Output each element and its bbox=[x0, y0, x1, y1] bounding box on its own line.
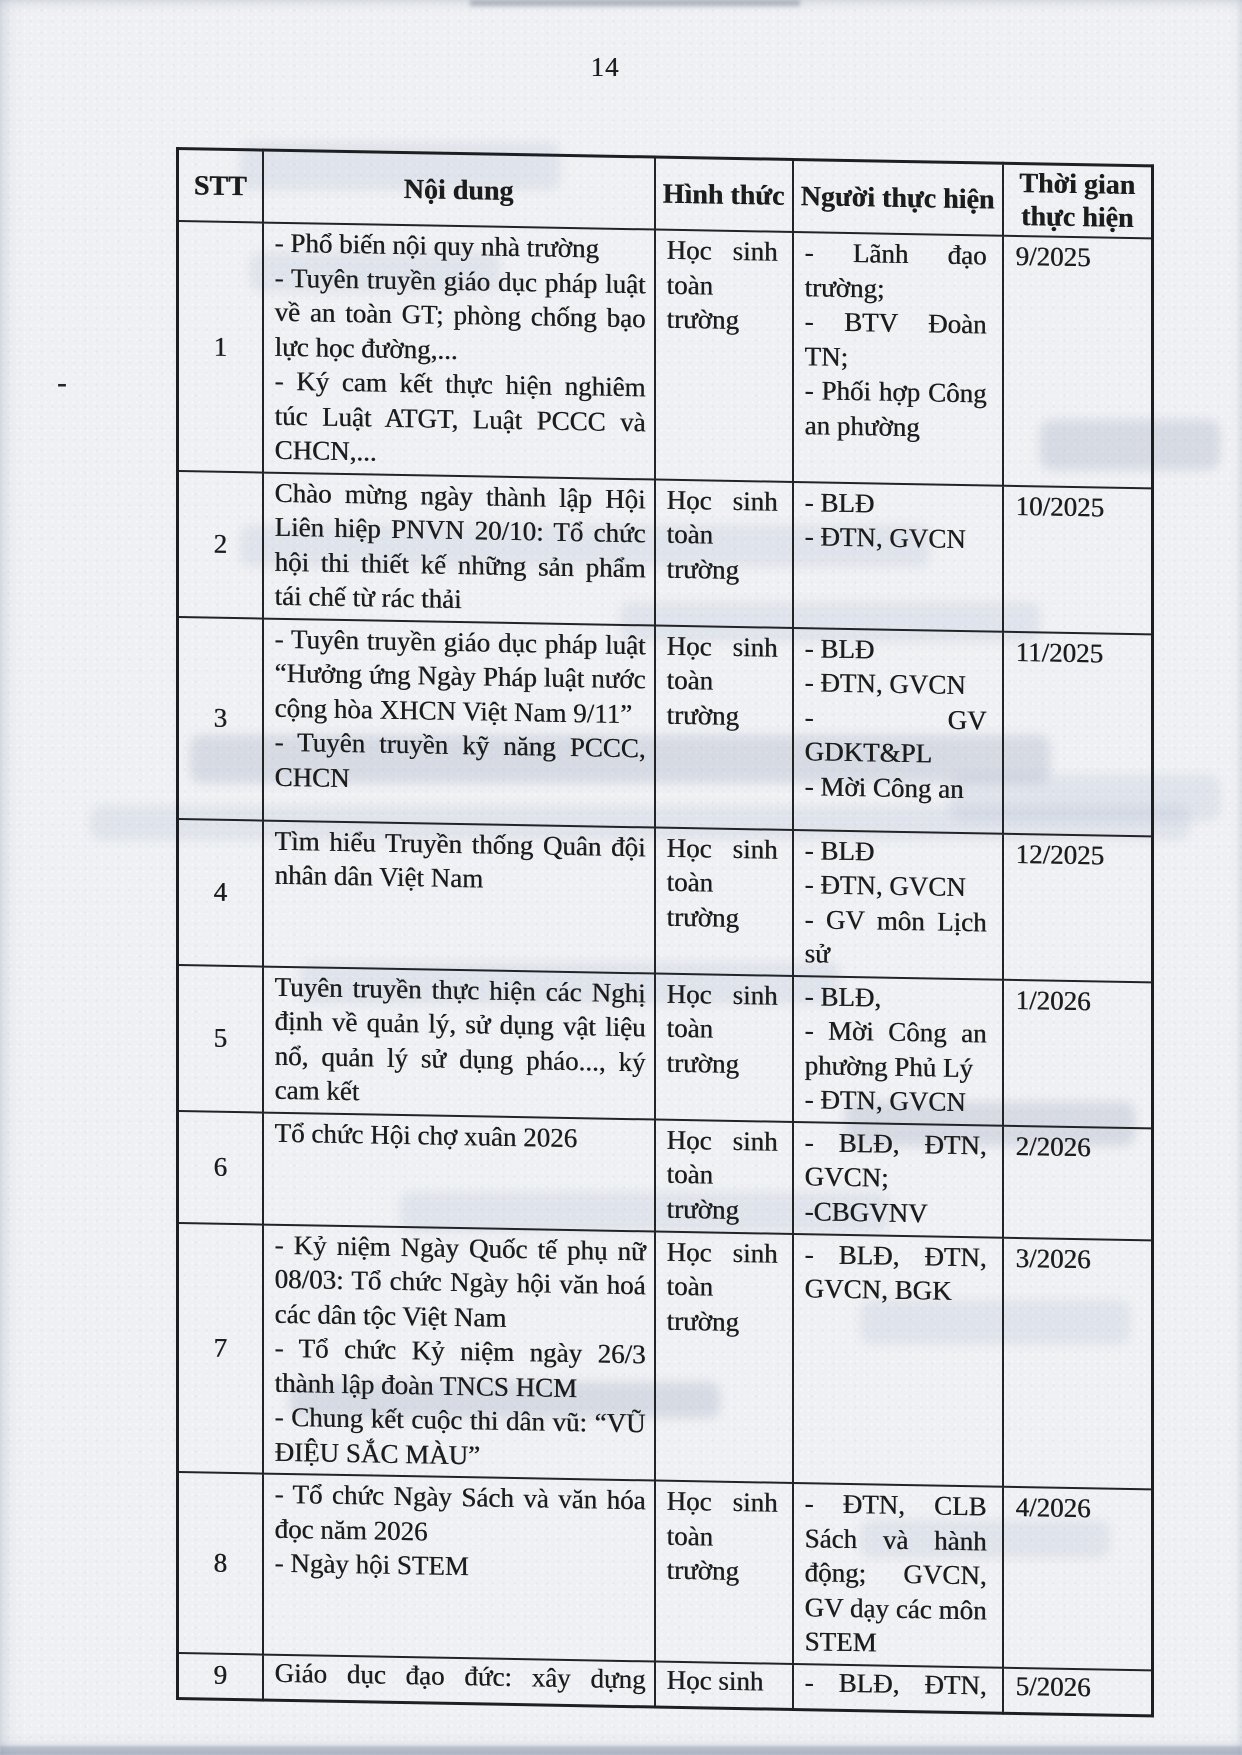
cell-noi-dung bbox=[263, 1474, 655, 1661]
content-line: - ĐTN, GVCN bbox=[804, 521, 966, 555]
cell-nguoi-thuc-hien bbox=[793, 232, 1003, 485]
content-line: - Phối hợp Công an phường bbox=[804, 375, 987, 442]
table-body bbox=[178, 221, 1153, 1716]
cell-hinh-thuc: Học sinh toàn trường bbox=[655, 1231, 793, 1483]
cell-noi-dung bbox=[263, 820, 655, 973]
cell-thoi-gian: 9/2025 bbox=[1003, 236, 1153, 488]
cell-thoi-gian: 4/2026 bbox=[1003, 1487, 1153, 1670]
cell-nguoi-thuc-hien bbox=[793, 1663, 1003, 1713]
content-line: - BLĐ, ĐTN, GVCN; bbox=[804, 1126, 987, 1193]
activity-plan-table bbox=[176, 147, 1154, 1717]
content-line: - Tuyên truyền giáo dục pháp luật về an toàn GT; phòng chống bạo lực học đường,... bbox=[274, 262, 646, 365]
cell-nguoi-thuc-hien bbox=[793, 1233, 1003, 1486]
cell-hinh-thuc: Học sinh toàn trường bbox=[655, 230, 793, 482]
content-line: - Tổ chức Kỷ niệm ngày 26/3 thành lập đoàn TNCS HCM bbox=[274, 1332, 646, 1403]
cell-hinh-thuc: Học sinh toàn trường bbox=[655, 479, 793, 627]
cell-stt: 9 bbox=[178, 1653, 263, 1701]
cell-noi-dung bbox=[263, 1112, 655, 1231]
cell-hinh-thuc: Học sinh toàn trường bbox=[655, 973, 793, 1121]
scan-edge-artifact bbox=[0, 1746, 1242, 1755]
table-row bbox=[178, 221, 1153, 488]
cell-noi-dung bbox=[263, 618, 655, 827]
content-line: - Ngày hội STEM bbox=[274, 1547, 469, 1582]
cell-stt: 6 bbox=[178, 1111, 263, 1225]
cell-thoi-gian: 10/2025 bbox=[1003, 485, 1153, 634]
cell-hinh-thuc: Học sinh toàn trường bbox=[655, 625, 793, 829]
content-line: Tổ chức Hội chợ xuân 2026 bbox=[274, 1117, 578, 1153]
cell-noi-dung bbox=[263, 1224, 655, 1480]
content-line: - ĐTN, GVCN bbox=[804, 869, 966, 903]
cell-hinh-thuc: Học sinh toàn trường bbox=[655, 1119, 793, 1233]
cell-nguoi-thuc-hien bbox=[793, 1483, 1003, 1667]
content-line: - Chung kết cuộc thi dân vũ: “VŨ ĐIỆU SẮC MÀU” bbox=[274, 1401, 646, 1470]
content-line: - BLĐ bbox=[804, 486, 875, 518]
cell-nguoi-thuc-hien bbox=[793, 627, 1003, 833]
scan-top-smudge bbox=[470, 0, 800, 6]
table-row bbox=[178, 1223, 1153, 1490]
column-header-hinh-thuc: Hình thức bbox=[655, 157, 793, 232]
cell-thoi-gian: 5/2026 bbox=[1003, 1667, 1153, 1716]
content-line: -CBGVNV bbox=[804, 1195, 928, 1228]
content-line: Tuyên truyền thực hiện các Nghị định về quản lý, sử dụng vật liệu nổ, quản lý sử dụng pháo..., ký cam kết bbox=[274, 971, 646, 1107]
cell-hinh-thuc: Học sinh toàn trường bbox=[655, 1481, 793, 1664]
content-line: - Phổ biến nội quy nhà trường bbox=[274, 227, 599, 264]
table-row bbox=[178, 617, 1153, 836]
content-line: - Mời Công an phường Phủ Lý bbox=[804, 1015, 987, 1083]
content-line: - Mời Công an bbox=[804, 770, 964, 804]
page-number: 14 bbox=[590, 52, 620, 82]
content-line: - ĐTN, GVCN bbox=[804, 667, 966, 701]
cell-hinh-thuc: Học sinh bbox=[655, 1661, 793, 1709]
cell-noi-dung bbox=[263, 966, 655, 1119]
content-line: - Tuyên truyền giáo dục pháp luật “Hưởng ứng Ngày Pháp luật nước cộng hòa XHCN Việt Nam 9/11” bbox=[274, 623, 646, 729]
cell-noi-dung bbox=[263, 223, 655, 479]
content-line: - Lãnh đạo trường; bbox=[804, 237, 987, 304]
cell-thoi-gian: 2/2026 bbox=[1003, 1125, 1153, 1240]
cell-stt: 7 bbox=[178, 1223, 263, 1474]
content-line: - BTV Đoàn TN; bbox=[804, 306, 987, 372]
column-header-noi-dung: Nội dung bbox=[263, 150, 655, 229]
cell-thoi-gian: 1/2026 bbox=[1003, 979, 1153, 1128]
cell-nguoi-thuc-hien bbox=[793, 1121, 1003, 1237]
margin-dash: - bbox=[57, 366, 67, 399]
scan-tilt-wrapper bbox=[176, 147, 1154, 1717]
cell-noi-dung bbox=[263, 472, 655, 625]
cell-stt: 5 bbox=[178, 965, 263, 1113]
content-line: - BLĐ, bbox=[804, 980, 881, 1013]
content-line: Chào mừng ngày thành lập Hội Liên hiệp PNVN 20/10: Tổ chức hội thi thiết kế những sản phẩm tái chế từ rác thải bbox=[274, 477, 646, 615]
table-row bbox=[178, 819, 1153, 982]
table-row bbox=[178, 471, 1153, 634]
content-line: - BLĐ bbox=[804, 834, 875, 866]
cell-stt: 3 bbox=[178, 617, 263, 821]
content-line: - Tuyên truyền kỹ năng PCCC, CHCN bbox=[274, 726, 646, 793]
content-line: - Kỷ niệm Ngày Quốc tế phụ nữ 08/03: Tổ chức Ngày hội văn hoá các dân tộc Việt Nam bbox=[274, 1229, 646, 1333]
cell-stt: 8 bbox=[178, 1472, 263, 1654]
column-header-stt: STT bbox=[178, 149, 263, 223]
content-line: - BLĐ bbox=[804, 632, 875, 664]
cell-thoi-gian: 3/2026 bbox=[1003, 1237, 1153, 1489]
content-line: - BLĐ, ĐTN, GVCN, BGK bbox=[804, 1238, 987, 1306]
table-row bbox=[178, 1472, 1153, 1670]
content-line: - GV môn Lịch sử bbox=[804, 903, 987, 969]
content-line: - BLĐ, ĐTN, bbox=[804, 1666, 987, 1700]
content-line: - ĐTN, GVCN bbox=[804, 1084, 966, 1118]
column-header-thoi-gian: Thời gian thực hiện bbox=[1003, 163, 1153, 238]
cell-nguoi-thuc-hien bbox=[793, 975, 1003, 1125]
cell-stt: 4 bbox=[178, 819, 263, 967]
table-row bbox=[178, 1111, 1153, 1240]
content-line: - ĐTN, CLB Sách và hành động; GVCN, GV dạy các môn STEM bbox=[804, 1488, 987, 1658]
cell-nguoi-thuc-hien bbox=[793, 829, 1003, 979]
content-line: - GV GDKT&PL bbox=[804, 701, 987, 769]
cell-thoi-gian: 11/2025 bbox=[1003, 631, 1153, 836]
content-line: Giáo dục đạo đức: xây dựng bbox=[274, 1657, 646, 1694]
column-header-nguoi: Người thực hiện bbox=[793, 159, 1003, 235]
cell-stt: 2 bbox=[178, 471, 263, 619]
cell-thoi-gian: 12/2025 bbox=[1003, 833, 1153, 982]
table-row bbox=[178, 965, 1153, 1128]
content-line: - Tổ chức Ngày Sách và văn hóa đọc năm 2026 bbox=[274, 1478, 646, 1546]
cell-noi-dung bbox=[263, 1654, 655, 1707]
cell-nguoi-thuc-hien bbox=[793, 481, 1003, 631]
cell-stt: 1 bbox=[178, 221, 263, 472]
cell-hinh-thuc: Học sinh toàn trường bbox=[655, 827, 793, 975]
content-line: Tìm hiểu Truyền thống Quân đội nhân dân Việt Nam bbox=[274, 825, 646, 894]
content-line: - Ký cam kết thực hiện nghiêm túc Luật ATGT, Luật PCCC và CHCN,... bbox=[274, 365, 646, 467]
